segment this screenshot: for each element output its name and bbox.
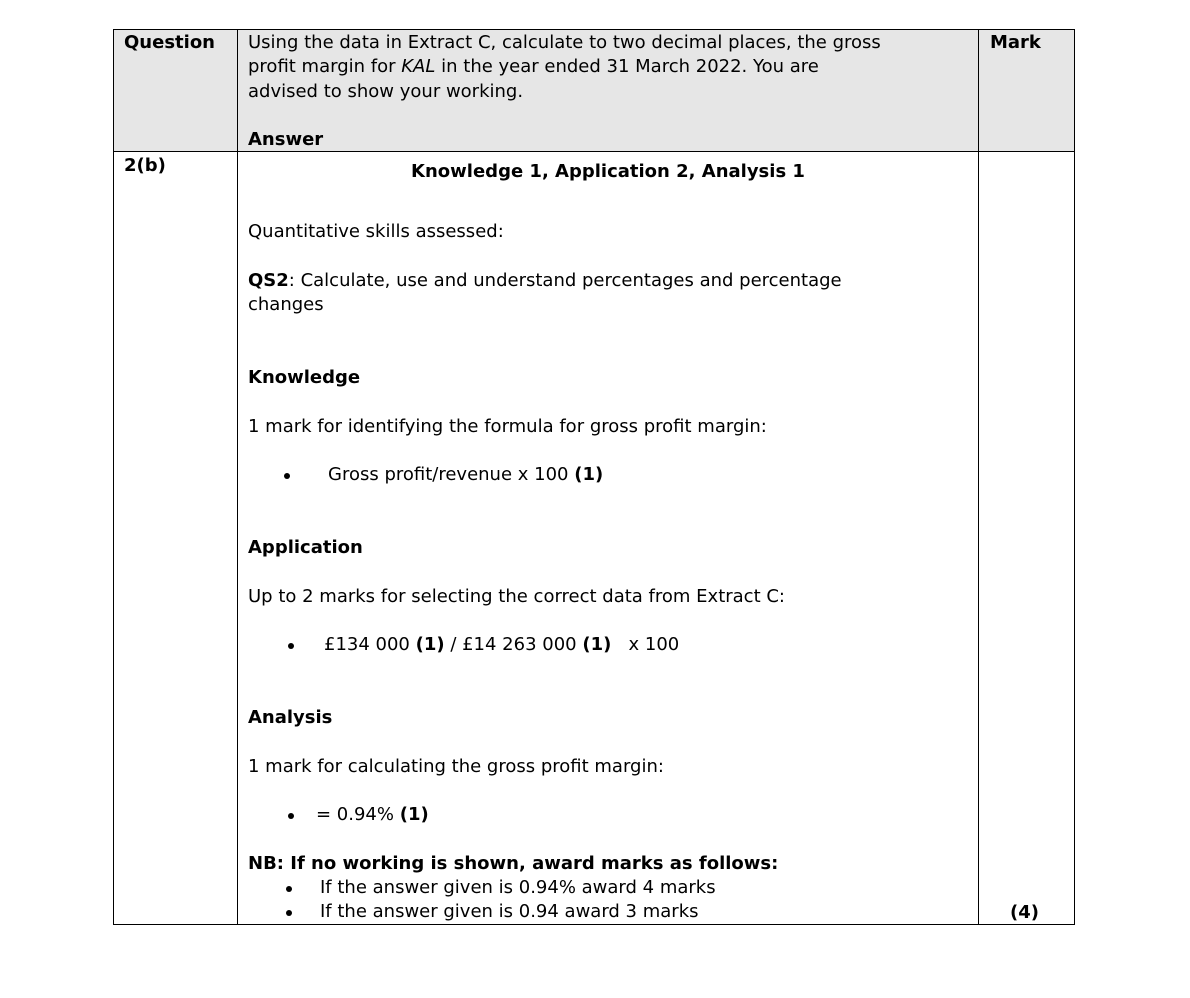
bullet-icon <box>286 910 292 916</box>
nb-heading: NB: If no working is shown, award marks as follows: <box>248 853 779 874</box>
analysis-bullet <box>316 803 429 827</box>
knowledge-bullet <box>328 463 603 487</box>
bullet-icon <box>288 643 294 649</box>
bullet-icon <box>286 886 292 892</box>
answer-label: Answer <box>248 129 324 150</box>
bullet-mark: (1) <box>582 634 612 655</box>
question-label: Question <box>124 32 215 53</box>
qs-intro: Quantitative skills assessed: <box>248 221 504 242</box>
bullet-text: x 100 <box>611 634 680 655</box>
analysis-heading: Analysis <box>248 707 333 728</box>
mark-label: Mark <box>990 32 1041 53</box>
question-text: profit margin for <box>248 56 402 77</box>
nb-bullet-2: If the answer given is 0.94 award 3 marks <box>320 901 699 922</box>
table-border-right <box>1074 29 1075 925</box>
application-heading: Application <box>248 537 363 558</box>
qs-code: QS2 <box>248 270 289 291</box>
qs-text: : Calculate, use and understand percentages and percentage <box>288 270 842 291</box>
qs-line-2: changes <box>248 294 324 315</box>
question-line-2 <box>248 55 819 79</box>
qs-line-1 <box>248 269 842 293</box>
question-line-3: advised to show your working. <box>248 81 524 102</box>
table-border-top <box>113 29 1075 30</box>
analysis-desc: 1 mark for calculating the gross profit margin: <box>248 756 664 777</box>
company-name: KAL <box>401 56 436 77</box>
marks-summary: Knowledge 1, Application 2, Analysis 1 <box>411 161 805 182</box>
question-text: in the year ended 31 March 2022. You are <box>435 56 819 77</box>
knowledge-desc: 1 mark for identifying the formula for gross profit margin: <box>248 416 767 437</box>
nb-bullet-1: If the answer given is 0.94% award 4 marks <box>320 877 716 898</box>
bullet-mark: (1) <box>574 464 604 485</box>
bullet-text: Gross profit/revenue x 100 <box>328 464 575 485</box>
bullet-text: / £14 263 000 <box>444 634 583 655</box>
application-desc: Up to 2 marks for selecting the correct data from Extract C: <box>248 586 785 607</box>
column-divider-2 <box>978 29 979 925</box>
bullet-icon <box>284 473 290 479</box>
bullet-text: = 0.94% <box>316 804 400 825</box>
bullet-text: £134 000 <box>324 634 416 655</box>
application-bullet <box>324 633 679 657</box>
question-number: 2(b) <box>124 155 166 176</box>
total-mark: (4) <box>1010 902 1039 923</box>
table-border-bottom <box>113 924 1075 925</box>
knowledge-heading: Knowledge <box>248 367 361 388</box>
bullet-icon <box>288 813 294 819</box>
bullet-mark: (1) <box>399 804 429 825</box>
bullet-mark: (1) <box>415 634 445 655</box>
question-line-1: Using the data in Extract C, calculate to two decimal places, the gross <box>248 32 881 53</box>
table-border-left <box>113 29 114 925</box>
